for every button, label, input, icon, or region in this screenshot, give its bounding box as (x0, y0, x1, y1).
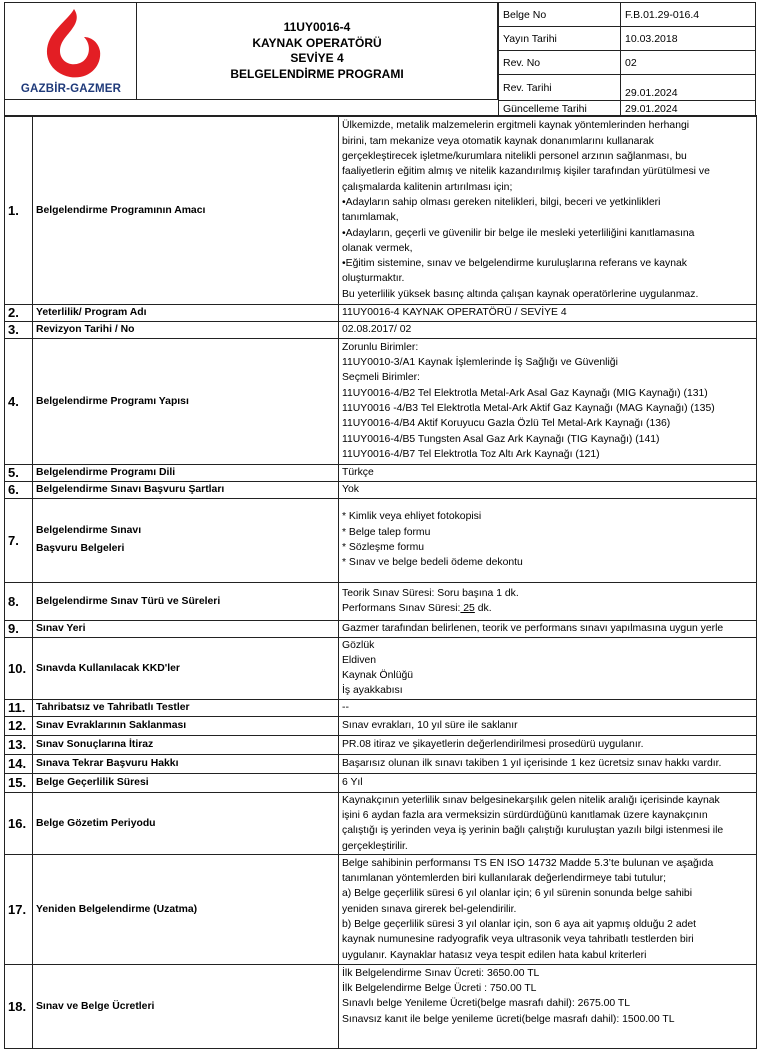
document-header (4, 2, 756, 114)
value-line: Sınavsız kanıt ile belge yenileme ücreti(belge masrafı dahil): 1500.00 TL (342, 1013, 675, 1025)
value-line: oluşturmaktır. (342, 273, 405, 285)
theory-duration (342, 586, 756, 601)
title-line: BELGELENDİRME PROGRAMI (230, 66, 404, 81)
row-number: 16. (5, 792, 33, 854)
row-number: 3. (5, 321, 33, 338)
value-line: 11UY0016-4/B2 Tel Elektrotla Metal-Ark Asal Gaz Kaynağı (MIG Kaynağı) (131) (342, 387, 708, 399)
meta-value: 02 (621, 51, 756, 75)
table-row (5, 716, 757, 735)
row-label: Sınav Yeri (33, 620, 339, 637)
value-line: * Sınav ve belge bedeli ödeme dekontu (342, 557, 523, 569)
value-line: olanak vermek, (342, 242, 413, 254)
meta-key: Belge No (499, 3, 621, 27)
row-number: 8. (5, 582, 33, 620)
row-value (339, 582, 757, 620)
row-number: 1. (5, 116, 33, 304)
value-line: gerçekleştirecek işletme/kurumlara nitelikli personel arzının sağlanması, bu (342, 151, 687, 163)
row-value (339, 854, 757, 964)
row-number: 2. (5, 304, 33, 321)
meta-key: Yayın Tarihi (499, 27, 621, 51)
meta-row-belge-no (499, 3, 756, 27)
row-value: 11UY0016-4 KAYNAK OPERATÖRÜ / SEVİYE 4 (339, 304, 757, 321)
value-line: Ülkemizde, metalik malzemelerin ergitmeli kaynak yöntemlerinden herhangi (342, 120, 690, 132)
row-value: 6 Yıl (339, 773, 757, 792)
value-line: Sınavlı belge Yenileme Ücreti(belge masrafı dahil): 2675.00 TL (342, 998, 631, 1010)
row-number: 13. (5, 735, 33, 754)
value-line: Kaynak Önlüğü (342, 670, 414, 682)
row-label: Sınava Tekrar Başvuru Hakkı (33, 754, 339, 773)
row-value (339, 498, 757, 582)
row-label: Sınav Evraklarının Saklanması (33, 716, 339, 735)
table-row (5, 754, 757, 773)
value-line: İlk Belgelendirme Belge Ücreti : 750.00 TL (342, 983, 537, 995)
table-row (5, 304, 757, 321)
table-row (5, 637, 757, 699)
label-line: Belgelendirme Sınavı (36, 525, 142, 536)
table-row (5, 773, 757, 792)
theory-value: Soru başına 1 dk. (434, 587, 519, 599)
row-value: Yok (339, 481, 757, 498)
row-label: Belgelendirme Sınavı Başvuru Şartları (33, 481, 339, 498)
row-value (339, 637, 757, 699)
document-meta-table (498, 2, 756, 117)
table-row (5, 338, 757, 464)
table-row (5, 582, 757, 620)
row-value (339, 792, 757, 854)
theory-label: Teorik Sınav Süresi: (342, 587, 435, 599)
value-line: çalışmalarda kalitenin artırılması için; (342, 181, 513, 193)
meta-key: Güncelleme Tarihi (499, 101, 621, 117)
value-line: * Sözleşme formu (342, 542, 424, 553)
table-row (5, 464, 757, 481)
row-label: Yeterlilik/ Program Adı (33, 304, 339, 321)
row-label: Belgelendirme Programının Amacı (33, 116, 339, 304)
performance-duration (342, 601, 756, 616)
value-line: •Adayların, geçerli ve güvenilir bir belge ile mesleki yeterliliğini kanıtlamasına (342, 227, 695, 239)
row-label: Yeniden Belgelendirme (Uzatma) (33, 854, 339, 964)
value-line: İlk Belgelendirme Sınav Ücreti: 3650.00 TL (342, 967, 540, 979)
value-line: * Belge talep formu (342, 526, 431, 538)
row-value (339, 338, 757, 464)
value-line: * Kimlik veya ehliyet fotokopisi (342, 511, 482, 523)
row-label: Belgelendirme Programı Yapısı (33, 338, 339, 464)
row-label: Revizyon Tarihi / No (33, 321, 339, 338)
row-value: 02.08.2017/ 02 (339, 321, 757, 338)
value-line: gerçekleştirilir. (342, 840, 408, 852)
row-label: Belge Gözetim Periyodu (33, 792, 339, 854)
performance-value: 25 (460, 603, 475, 614)
label-line: Başvuru Belgeleri (36, 543, 125, 554)
table-row (5, 792, 757, 854)
document-title (136, 2, 498, 100)
meta-key: Rev. No (499, 51, 621, 75)
performance-unit: dk. (474, 603, 492, 614)
performance-label: Performans Sınav Süresi: (342, 603, 461, 614)
value-line: tanımlanan yöntemlerden biri kullanılarak değerlendirmeye tabi tutulur; (342, 873, 667, 885)
table-row (5, 116, 757, 304)
row-number: 17. (5, 854, 33, 964)
value-line: yeniden sınava girerek bel-gelendirilir. (342, 903, 517, 915)
value-line: Gözlük (342, 639, 375, 651)
value-line: Zorunlu Birimler: (342, 341, 419, 353)
row-value: Başarısız olunan ilk sınavı takiben 1 yıl içerisinde 1 kez ücretsiz sınav hakkı vardır. (339, 754, 757, 773)
value-line: •Eğitim sistemine, sınav ve belgelendirme kuruluşlarına referans ve kaynak (342, 258, 687, 270)
value-line: İş ayakkabısı (342, 685, 403, 697)
value-line: Seçmeli Birimler: (342, 372, 420, 384)
meta-row-rev-tarihi (499, 75, 756, 101)
row-label: Sınav Sonuçlarına İtiraz (33, 735, 339, 754)
value-line: faaliyetlerin eğitim almış ve nitelik kazandırılmış kişiler tarafından yürütülmesi ve (342, 166, 710, 178)
row-number: 12. (5, 716, 33, 735)
meta-row-yayin-tarihi (499, 27, 756, 51)
title-line: KAYNAK OPERATÖRÜ (252, 35, 382, 50)
row-value: Türkçe (339, 464, 757, 481)
meta-value: 10.03.2018 (621, 27, 756, 51)
table-row (5, 321, 757, 338)
table-row (5, 498, 757, 582)
row-value: -- (339, 699, 757, 716)
value-line: •Adayların sahip olması gereken nitelikleri, bilgi, beceri ve yetkinlikleri (342, 196, 661, 208)
value-line: uygulanır. Kaynaklar hatasız veya tespit edilen hata kabul kriterleri (342, 949, 647, 961)
value-line: işini 6 aydan fazla ara vermeksizin sürdürdüğünü kanıtlamak üzere kaynakçının (342, 809, 708, 821)
meta-value: 29.01.2024 (621, 101, 756, 117)
flame-logo-icon (36, 7, 106, 81)
meta-key: Rev. Tarihi (499, 75, 621, 101)
program-table (4, 115, 757, 1049)
logo-text: GAZBİR-GAZMER (20, 83, 122, 95)
value-line: birini, tam mekanize veya otomatik kaynak donanımlarını kullanarak (342, 135, 654, 147)
row-number: 6. (5, 481, 33, 498)
logo-box (4, 2, 136, 100)
meta-row-rev-no (499, 51, 756, 75)
value-line: Eldiven (342, 654, 377, 666)
table-row (5, 735, 757, 754)
row-label: Sınav ve Belge Ücretleri (33, 964, 339, 1048)
row-value (339, 116, 757, 304)
row-label: Sınavda Kullanılacak KKD'ler (33, 637, 339, 699)
row-number: 18. (5, 964, 33, 1048)
value-line: 11UY0016-4/B4 Aktif Koruyucu Gazla Özlü Tel Metal-Ark Kaynağı (136) (342, 418, 671, 430)
title-line: SEVİYE 4 (290, 51, 344, 65)
row-number: 14. (5, 754, 33, 773)
row-number: 4. (5, 338, 33, 464)
row-label: Tahribatsız ve Tahribatlı Testler (33, 699, 339, 716)
row-number: 5. (5, 464, 33, 481)
table-row (5, 699, 757, 716)
value-line: Belge sahibinin performansı TS EN ISO 14732 Madde 5.3’te bulunan ve aşağıda (342, 857, 714, 869)
row-label: Belgelendirme Programı Dili (33, 464, 339, 481)
row-label: Belge Geçerlilik Süresi (33, 773, 339, 792)
title-line: 11UY0016-4 (283, 20, 351, 34)
table-row (5, 620, 757, 637)
row-number: 15. (5, 773, 33, 792)
value-line: 11UY0010-3/A1 Kaynak İşlemlerinde İş Sağlığı ve Güvenliği (342, 357, 618, 369)
value-line: kaynak numunesine radyografik veya ultrasonik veya tahribatlı testlerden biri (342, 934, 694, 946)
row-value: Gazmer tarafından belirlenen, teorik ve performans sınavı yapılmasına uygun yerle (339, 620, 757, 637)
row-label (33, 498, 339, 582)
row-value: PR.08 itiraz ve şikayetlerin değerlendirilmesi prosedürü uygulanır. (339, 735, 757, 754)
row-value: Sınav evrakları, 10 yıl süre ile saklanır (339, 716, 757, 735)
row-number: 11. (5, 699, 33, 716)
value-line: 11UY0016-4/B5 Tungsten Asal Gaz Ark Kaynağı (TIG Kaynağı) (141) (342, 433, 660, 445)
row-value (339, 964, 757, 1048)
value-line: b) Belge geçerlilik süresi 3 yıl olanlar için, son 6 aya ait yapmış olduğu 2 adet (342, 919, 697, 931)
value-line: Bu yeterlilik yüksek basınç altında çalışan kaynak operatörlerine uygulanmaz. (342, 288, 699, 300)
row-number: 10. (5, 637, 33, 699)
value-line: 11UY0016 -4/B3 Tel Elektrotla Metal-Ark Aktif Gaz Kaynağı (MAG Kaynağı) (135) (342, 403, 715, 414)
header-spacer (4, 100, 498, 116)
table-row (5, 854, 757, 964)
table-row (5, 964, 757, 1048)
value-line: 11UY0016-4/B7 Tel Elektrotla Toz Altı Ark Kaynağı (121) (342, 448, 600, 460)
value-line: a) Belge geçerlilik süresi 6 yıl olanlar için; 6 yıl sürenin sonunda belge sahibi (342, 888, 693, 900)
row-number: 7. (5, 498, 33, 582)
row-number: 9. (5, 620, 33, 637)
value-line: tanımlamak, (342, 212, 399, 224)
meta-value: 29.01.2024 (621, 75, 756, 101)
value-line: çalıştığı iş yerinden veya iş yerinin bağlı çalıştığı kuruluştan yazılı bilgi istenmesi ile (342, 825, 724, 837)
meta-value: F.B.01.29-016.4 (621, 3, 756, 27)
table-row (5, 481, 757, 498)
value-line: Kaynakçının yeterlilik sınav belgesinekarşılık gelen nitelik aralığı içerisinde kaynak (342, 794, 720, 806)
row-label: Belgelendirme Sınav Türü ve Süreleri (33, 582, 339, 620)
